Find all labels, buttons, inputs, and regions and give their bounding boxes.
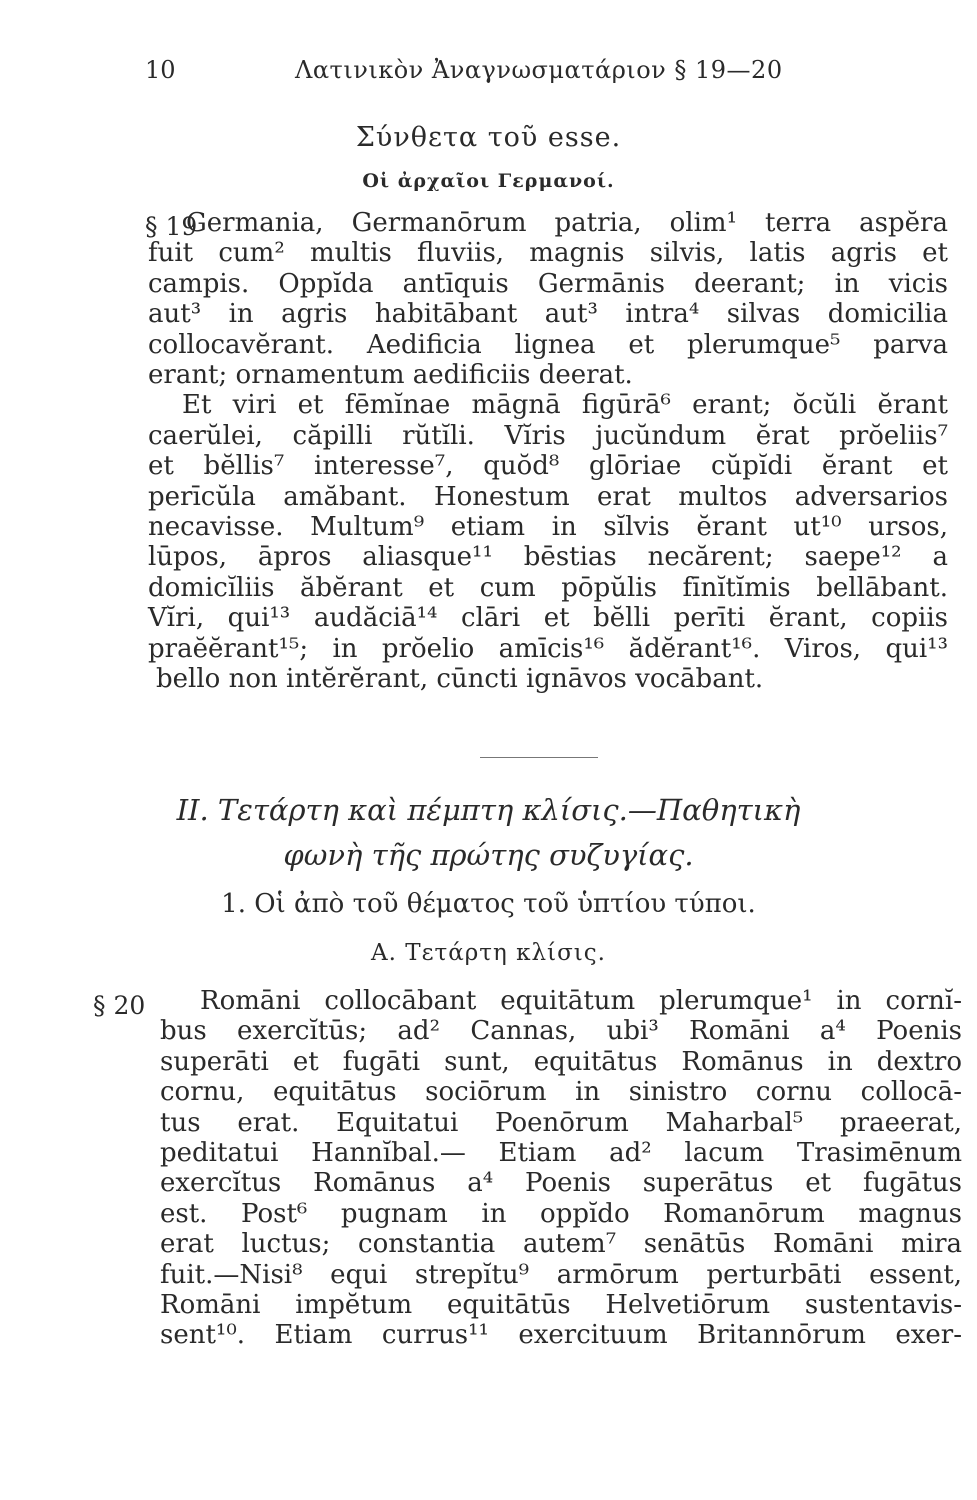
subheading: 1. Οἱ ἀπὸ τοῦ θέματος τοῦ ὑπτίου τύποι.: [221, 889, 756, 919]
chapter-title-line2: φωνὴ τῆς πρώτης συζυγίας.: [283, 838, 694, 872]
text-line: Germania, Germanōrum patria, olim¹ terra aspĕra: [186, 208, 948, 238]
text-line: sent¹⁰. Etiam currus¹¹ exercituum Britannōrum exer-: [160, 1320, 962, 1351]
page-number: 10: [145, 56, 176, 84]
text-line: est. Post⁶ pugnam in oppĭdo Romanōrum magnus: [160, 1198, 962, 1229]
text-line: bus exercĭtūs; ad² Cannas, ubi³ Romāni a⁴ Poenis: [160, 1016, 962, 1047]
text-line: exercĭtus Romānus a⁴ Poenis superātus et fugātus: [160, 1168, 962, 1199]
text-line: aut³ in agris habitābant aut³ intra⁴ silvas domicilia: [148, 299, 948, 330]
text-line: fuit cum² multis fluviis, magnis silvis, latis agris et: [148, 238, 948, 269]
chapter-title-line1: II. Τετάρτη καὶ πέμπτη κλίσις.—Παθητικὴ: [176, 793, 801, 827]
divider-rule: [480, 757, 598, 758]
text-line: fuit.—Nisi⁸ equi strepĭtu⁹ armōrum perturbāti essent,: [160, 1259, 962, 1290]
text-line: praĕĕrant¹⁵; in prŏelio amīcis¹⁶ ădĕrant¹⁶. Viros, qui¹³: [148, 633, 948, 664]
text-line: Et viri et fēmĭnae māgnā figūrā⁶ erant; ŏcŭli ĕrant: [182, 390, 948, 421]
text-line: Romāni collocābant equitātum plerumque¹ in cornĭ-: [200, 986, 962, 1016]
paragraph-20: [160, 986, 962, 1351]
running-header: [145, 56, 815, 88]
section-subtitle: Οἱ ἀρχαῖοι Γερμανοί.: [362, 170, 615, 192]
text-line: Vĭri, qui¹³ audăciā¹⁴ clāri et bĕlli perīti ĕrant, copiis: [148, 603, 948, 634]
text-line: lūpos, āpros aliasque¹¹ bēstias necărent; saepe¹² a: [148, 542, 948, 573]
text-line: campis. Oppĭda antīquis Germānis deerant; in vicis: [148, 268, 948, 299]
section-number-20: § 20: [93, 991, 146, 1020]
section-title: Σύνθετα τοῦ esse.: [355, 122, 622, 153]
text-line: superāti et fugāti sunt, equitātus Romānus in dextro: [160, 1046, 962, 1077]
text-line: erat luctus; constantia autem⁷ senātūs Romāni mira: [160, 1229, 962, 1260]
text-line: erant; ornamentum aedificiis deerat.: [148, 360, 633, 391]
text-line: cornu, equitātus sociōrum in sinistro cornu collocā-: [160, 1077, 962, 1108]
section-number-19: § 19: [145, 212, 198, 241]
text-line: Romāni impĕtum equitātūs Helvetiōrum sustentavis-: [160, 1290, 962, 1321]
text-line: perīcŭla amăbant. Honestum erat multos adversarios: [148, 481, 948, 512]
text-line: caerŭlei, căpilli rŭtĭli. Vĭris jucŭndum ĕrat prŏeliis⁷: [148, 420, 948, 451]
text-line: et bĕllis⁷ interesse⁷, quŏd⁸ glōriae cŭpĭdi ĕrant et: [148, 451, 948, 482]
text-line: collocavĕrant. Aedificia lignea et plerumque⁵ parva: [148, 329, 948, 360]
text-line: peditatui Hannĭbal.— Etiam ad² lacum Trasimēnum: [160, 1138, 962, 1169]
paragraph-19: [148, 208, 948, 695]
text-line: tus erat. Equitatui Poenōrum Maharbal⁵ praeerat,: [160, 1107, 962, 1138]
text-line: bello non intĕrĕrant, cūncti ignāvos vocābant.: [156, 664, 764, 695]
text-line: necavisse. Multum⁹ etiam in sĭlvis ĕrant ut¹⁰ ursos,: [148, 512, 948, 543]
text-line: domicĭliis ăbĕrant et cum pōpŭlis fīnĭtĭmis bellābant.: [148, 572, 948, 603]
running-title: Λατινικὸν Ἀναγνωσματάριον § 19—20: [295, 56, 783, 84]
subsubheading: Α. Τετάρτη κλίσις.: [371, 940, 606, 966]
